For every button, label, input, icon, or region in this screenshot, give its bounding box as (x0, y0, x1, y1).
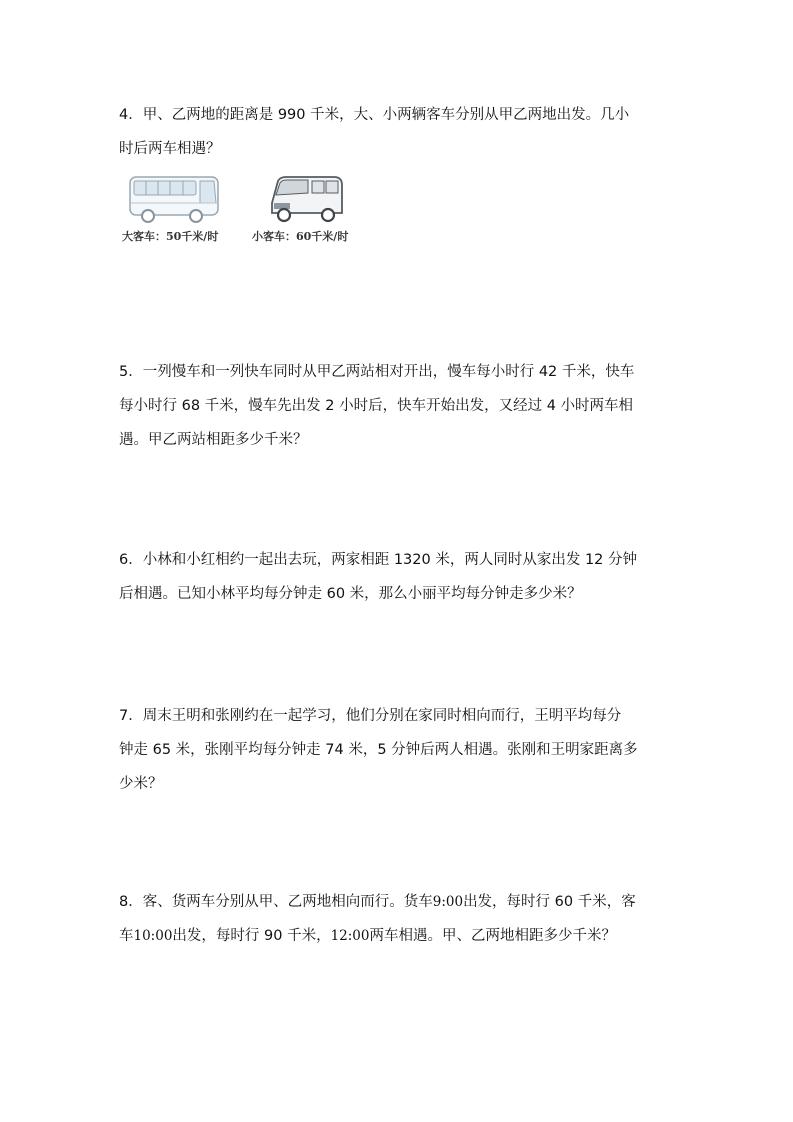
question-7-line-3: 少米？ (119, 776, 163, 792)
question-8-line-1 (119, 885, 679, 919)
question-8 (119, 885, 679, 953)
question-5 (119, 355, 679, 457)
question-8-line-2-middle: 出发，每时行 90 千米， (172, 928, 331, 944)
small-bus-caption: 小客车：60千米/时 (252, 230, 349, 243)
question-8-line-2 (119, 919, 679, 953)
question-5-line-3: 遇。甲乙两站相距多少千米？ (119, 432, 308, 448)
question-4 (119, 98, 679, 166)
question-6-line-1: 6．小林和小红相约一起出去玩，两家相距 1320 米，两人同时从家出发 12 分钟 (119, 552, 638, 568)
question-5-line-2: 每小时行 68 千米，慢车先出发 2 小时后，快车开始出发，又经过 4 小时两车相 (119, 398, 634, 414)
question-8-line-1-text-b: 出发，每时行 60 千米，客 (463, 894, 636, 910)
question-5-line-1: 5．一列慢车和一列快车同时从甲乙两站相对开出，慢车每小时行 42 千米，快车 (119, 364, 635, 380)
question-6 (119, 543, 679, 611)
question-8-line-1-text-a: 8．客、货两车分别从甲、乙两地相向而行。货车 (119, 894, 433, 910)
question-4-line-2: 时后两车相遇？ (119, 141, 221, 157)
question-6-line-2: 后相遇。已知小林平均每分钟走 60 米，那么小丽平均每分钟走多少米？ (119, 586, 582, 602)
question-7-line-1: 7．周末王明和张刚约在一起学习，他们分别在家同时相向而行，王明平均每分 (119, 708, 622, 724)
question-7-line-2: 钟走 65 米，张刚平均每分钟走 74 米，5 分钟后两人相遇。张刚和王明家距离多 (119, 742, 638, 758)
big-bus-icon (128, 173, 224, 225)
question-8-time-12: 12:00 (330, 928, 370, 944)
big-bus-caption: 大客车：50千米/时 (122, 230, 219, 243)
small-bus-icon (268, 173, 348, 225)
question-8-line-2-after: 两车相遇。甲、乙两地相距多少千米？ (369, 928, 616, 944)
question-8-time-10: 10:00 (133, 928, 173, 944)
bus-figure (122, 173, 372, 248)
question-4-line-1: 4．甲、乙两地的距离是 990 千米，大、小两辆客车分别从甲乙两地出发。几小 (119, 107, 630, 123)
question-7 (119, 699, 679, 801)
question-8-line-2-prefix: 车 (119, 928, 134, 944)
question-8-time-9: 9:00 (432, 894, 464, 910)
